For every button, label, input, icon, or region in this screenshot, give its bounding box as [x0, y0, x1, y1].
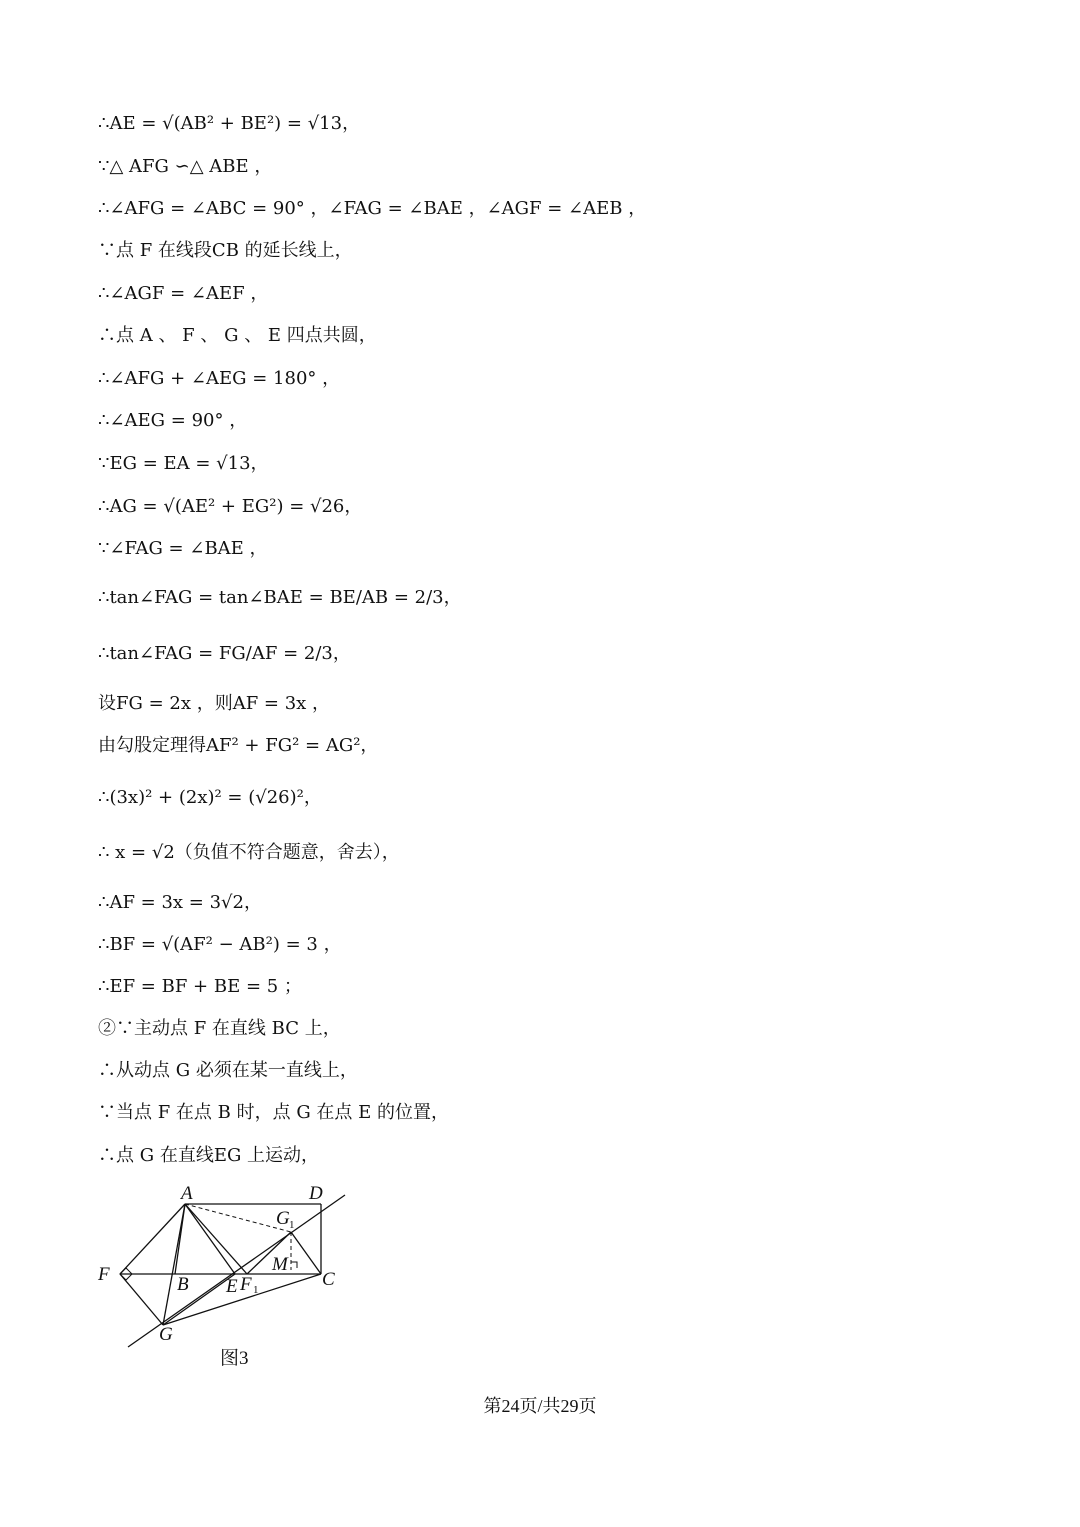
label-e: E — [226, 1276, 238, 1297]
label-f1: F — [240, 1274, 252, 1295]
segment-af — [120, 1204, 185, 1274]
segment-af1 — [185, 1204, 247, 1274]
line-5: ∴∠AGF = ∠AEF ， — [98, 283, 269, 304]
figure-caption: 图3 — [220, 1348, 249, 1369]
line-2: ∵△ AFG ∽△ ABE ， — [98, 156, 273, 177]
line-20: ∴EF = BF + BE = 5 ； — [98, 976, 302, 997]
page-footer: 第24页/共29页 — [483, 1396, 597, 1416]
label-a: A — [181, 1183, 193, 1204]
segment-ag — [163, 1204, 185, 1325]
line-11: ∵∠FAG = ∠BAE ， — [98, 538, 268, 559]
segment-g1c — [291, 1232, 321, 1274]
line-4: ∵点 F 在线段CB 的延长线上， — [98, 240, 353, 261]
line-12: ∴tan∠FAG = tan∠BAE = BE/AB = 2/3， — [98, 587, 462, 608]
line-23: ∵当点 F 在点 B 时，点 G 在点 E 的位置， — [98, 1102, 450, 1123]
label-g1: G — [276, 1208, 290, 1229]
segment-ae — [185, 1204, 235, 1274]
line-3: ∴∠AFG = ∠ABC = 90° ，∠FAG = ∠BAE ，∠AGF = ∠AEB ， — [98, 198, 647, 219]
line-24: ∴点 G 在直线EG 上运动， — [98, 1145, 320, 1166]
label-m: M — [272, 1254, 288, 1275]
line-13: ∴tan∠FAG = FG/AF = 2/3， — [98, 643, 351, 664]
line-18: ∴AF = 3x = 3√2， — [98, 892, 262, 913]
line-8: ∴∠AEG = 90° ， — [98, 410, 248, 431]
line-9: ∵EG = EA = √13， — [98, 453, 269, 474]
label-g1-sub: 1 — [289, 1219, 295, 1231]
line-6: ∴点 A 、 F 、 G 、 E 四点共圆， — [98, 325, 377, 346]
label-c: C — [322, 1269, 335, 1290]
segment-ge — [163, 1274, 235, 1325]
line-22: ∴从动点 G 必须在某一直线上， — [98, 1060, 358, 1081]
label-d: D — [309, 1183, 323, 1204]
line-7: ∴∠AFG + ∠AEG = 180° ， — [98, 368, 341, 389]
line-10: ∴AG = √(AE² + EG²) = √26， — [98, 496, 363, 517]
line-17: ∴ x = √2（负值不符合题意，舍去）， — [98, 842, 400, 863]
label-f1-sub: 1 — [253, 1284, 259, 1296]
line-15: 由勾股定理得AF² + FG² = AG²， — [98, 735, 379, 756]
label-g: G — [159, 1324, 173, 1345]
line-19: ∴BF = √(AF² − AB²) = 3 ， — [98, 934, 342, 955]
line-14: 设FG = 2x ，则AF = 3x ， — [98, 693, 331, 714]
label-b: B — [177, 1274, 189, 1295]
line-1: ∴AE = √(AB² + BE²) = √13， — [98, 113, 361, 134]
right-angle-mark-m — [291, 1262, 297, 1268]
line-16: ∴(3x)² + (2x)² = (√26)²， — [98, 787, 322, 808]
label-f: F — [98, 1264, 110, 1285]
segment-fg — [120, 1274, 163, 1325]
line-21: ②∵主动点 F 在直线 BC 上， — [98, 1018, 341, 1039]
